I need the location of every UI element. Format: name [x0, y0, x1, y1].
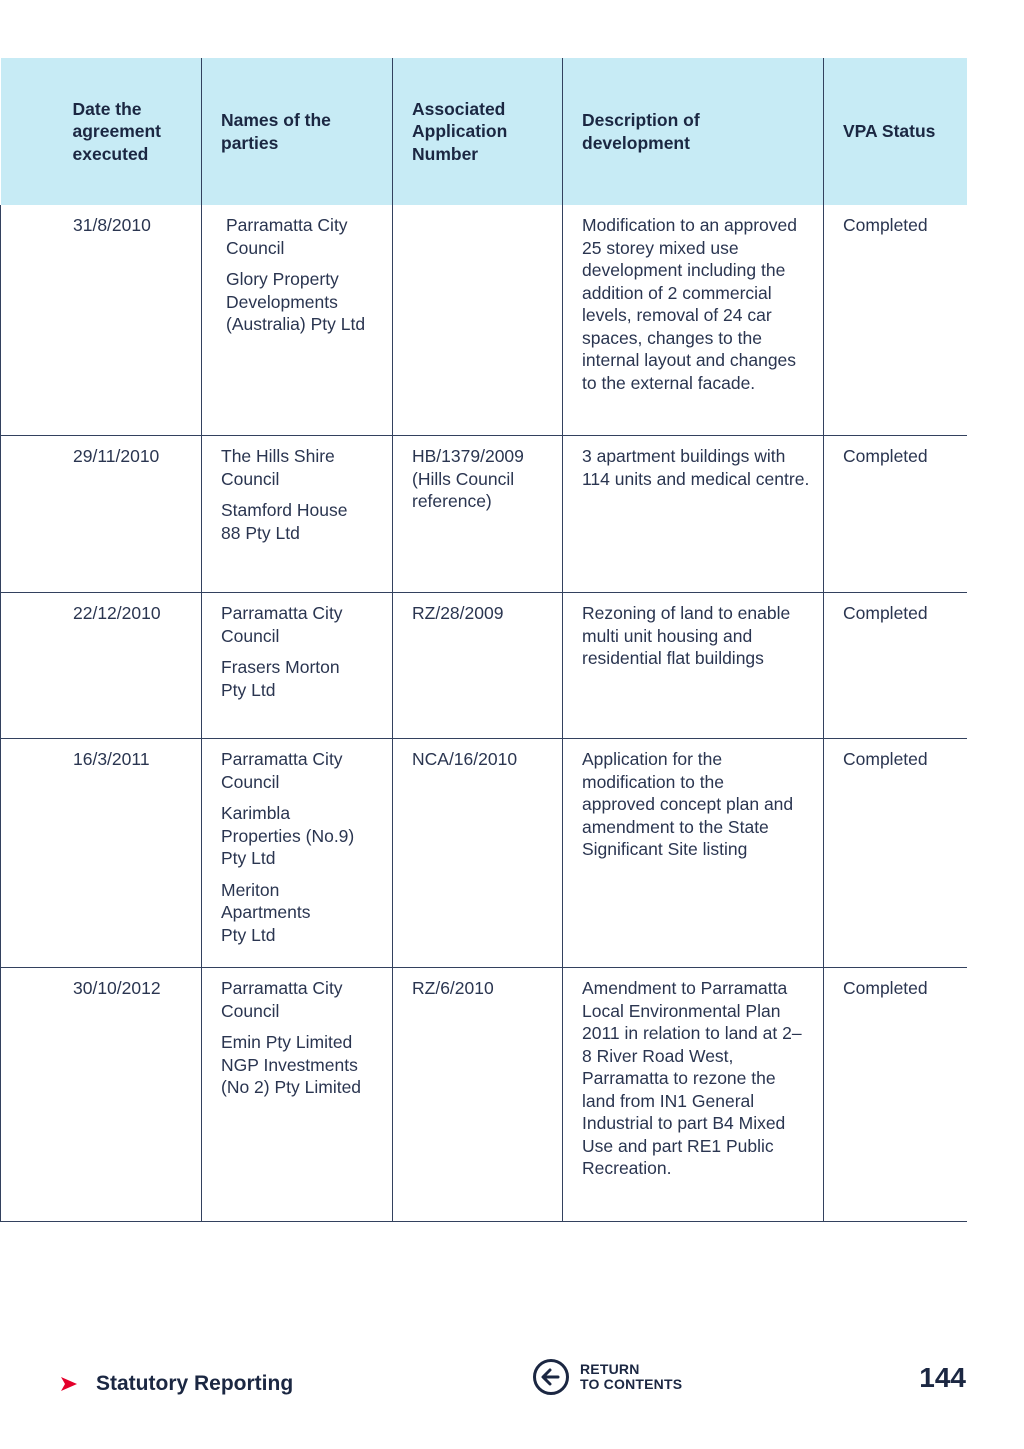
- cell-description: Application for the modification to the approved concept plan and amendment to the State Significant Site listing: [563, 739, 824, 968]
- party-name: Karimbla Properties (No.9) Pty Ltd: [221, 803, 355, 868]
- cell-date: 16/3/2011: [1, 739, 202, 968]
- party-name: Glory Property Developments (Australia) Pty Ltd: [226, 269, 366, 334]
- cell-parties: [202, 739, 393, 968]
- party-name: Meriton Apartments Pty Ltd: [221, 879, 311, 945]
- cell-parties: [202, 968, 393, 1222]
- vpa-register-table: [0, 58, 967, 1222]
- cell-description: Modification to an approved 25 storey mixed use development including the addition of 2 commercial levels, removal of 24 car spaces, changes to the internal layout and changes to the external facade.: [563, 205, 824, 436]
- party-name: Parramatta City Council: [221, 978, 343, 1021]
- cell-status: Completed: [824, 436, 967, 593]
- arrow-left-circle-icon: [532, 1358, 570, 1396]
- section-title: Statutory Reporting: [96, 1372, 294, 1395]
- cell-date: 31/8/2010: [1, 205, 202, 436]
- table-header: [1, 58, 967, 205]
- header-date: Date the agreement executed: [1, 58, 202, 205]
- header-application: Associated Application Number: [393, 58, 563, 205]
- party-name: Frasers Morton Pty Ltd: [221, 657, 340, 700]
- cell-description: Amendment to Parramatta Local Environmental Plan 2011 in relation to land at 2–8 River Road West, Parramatta to rezone the land from IN1 General Industrial to part B4 Mixed Use and part RE1 Public Recreation.: [563, 968, 824, 1222]
- table-row: [1, 436, 967, 593]
- cell-date: 29/11/2010: [1, 436, 202, 593]
- table-row: [1, 968, 967, 1222]
- cell-application: RZ/28/2009: [393, 593, 563, 739]
- header-status: VPA Status: [824, 58, 967, 205]
- party-name: Parramatta City Council: [226, 215, 348, 258]
- cell-parties: [202, 436, 393, 593]
- party-name: Emin Pty Limited NGP Investments (No 2) Pty Limited: [221, 1032, 362, 1097]
- cell-application: HB/1379/2009 (Hills Council reference): [393, 436, 563, 593]
- cell-description: Rezoning of land to enable multi unit housing and residential flat buildings: [563, 593, 824, 739]
- cell-date: 30/10/2012: [1, 968, 202, 1222]
- cell-application: NCA/16/2010: [393, 739, 563, 968]
- cell-status: Completed: [824, 205, 967, 436]
- table-row: [1, 739, 967, 968]
- return-label: RETURN TO CONTENTS: [580, 1361, 683, 1392]
- cell-status: Completed: [824, 593, 967, 739]
- party-name: The Hills Shire Council: [221, 446, 335, 489]
- page-number: 144: [919, 1362, 966, 1393]
- cell-date: 22/12/2010: [1, 593, 202, 739]
- cell-status: Completed: [824, 739, 967, 968]
- header-parties: Names of the parties: [202, 58, 393, 205]
- cell-status: Completed: [824, 968, 967, 1222]
- footer-section-label: [58, 1369, 293, 1399]
- header-description: Description of development: [563, 58, 824, 205]
- cell-parties: [202, 205, 393, 436]
- party-name: Stamford House 88 Pty Ltd: [221, 500, 348, 543]
- cell-parties: [202, 593, 393, 739]
- return-to-contents-link[interactable]: [532, 1358, 682, 1396]
- cell-application: [393, 205, 563, 436]
- party-name: Parramatta City Council: [221, 603, 343, 646]
- chevron-right-icon: [58, 1373, 80, 1395]
- table-row: [1, 593, 967, 739]
- cell-application: RZ/6/2010: [393, 968, 563, 1222]
- cell-description: 3 apartment buildings with 114 units and medical centre.: [563, 436, 824, 593]
- table-row: [1, 205, 967, 436]
- party-name: Parramatta City Council: [221, 749, 343, 792]
